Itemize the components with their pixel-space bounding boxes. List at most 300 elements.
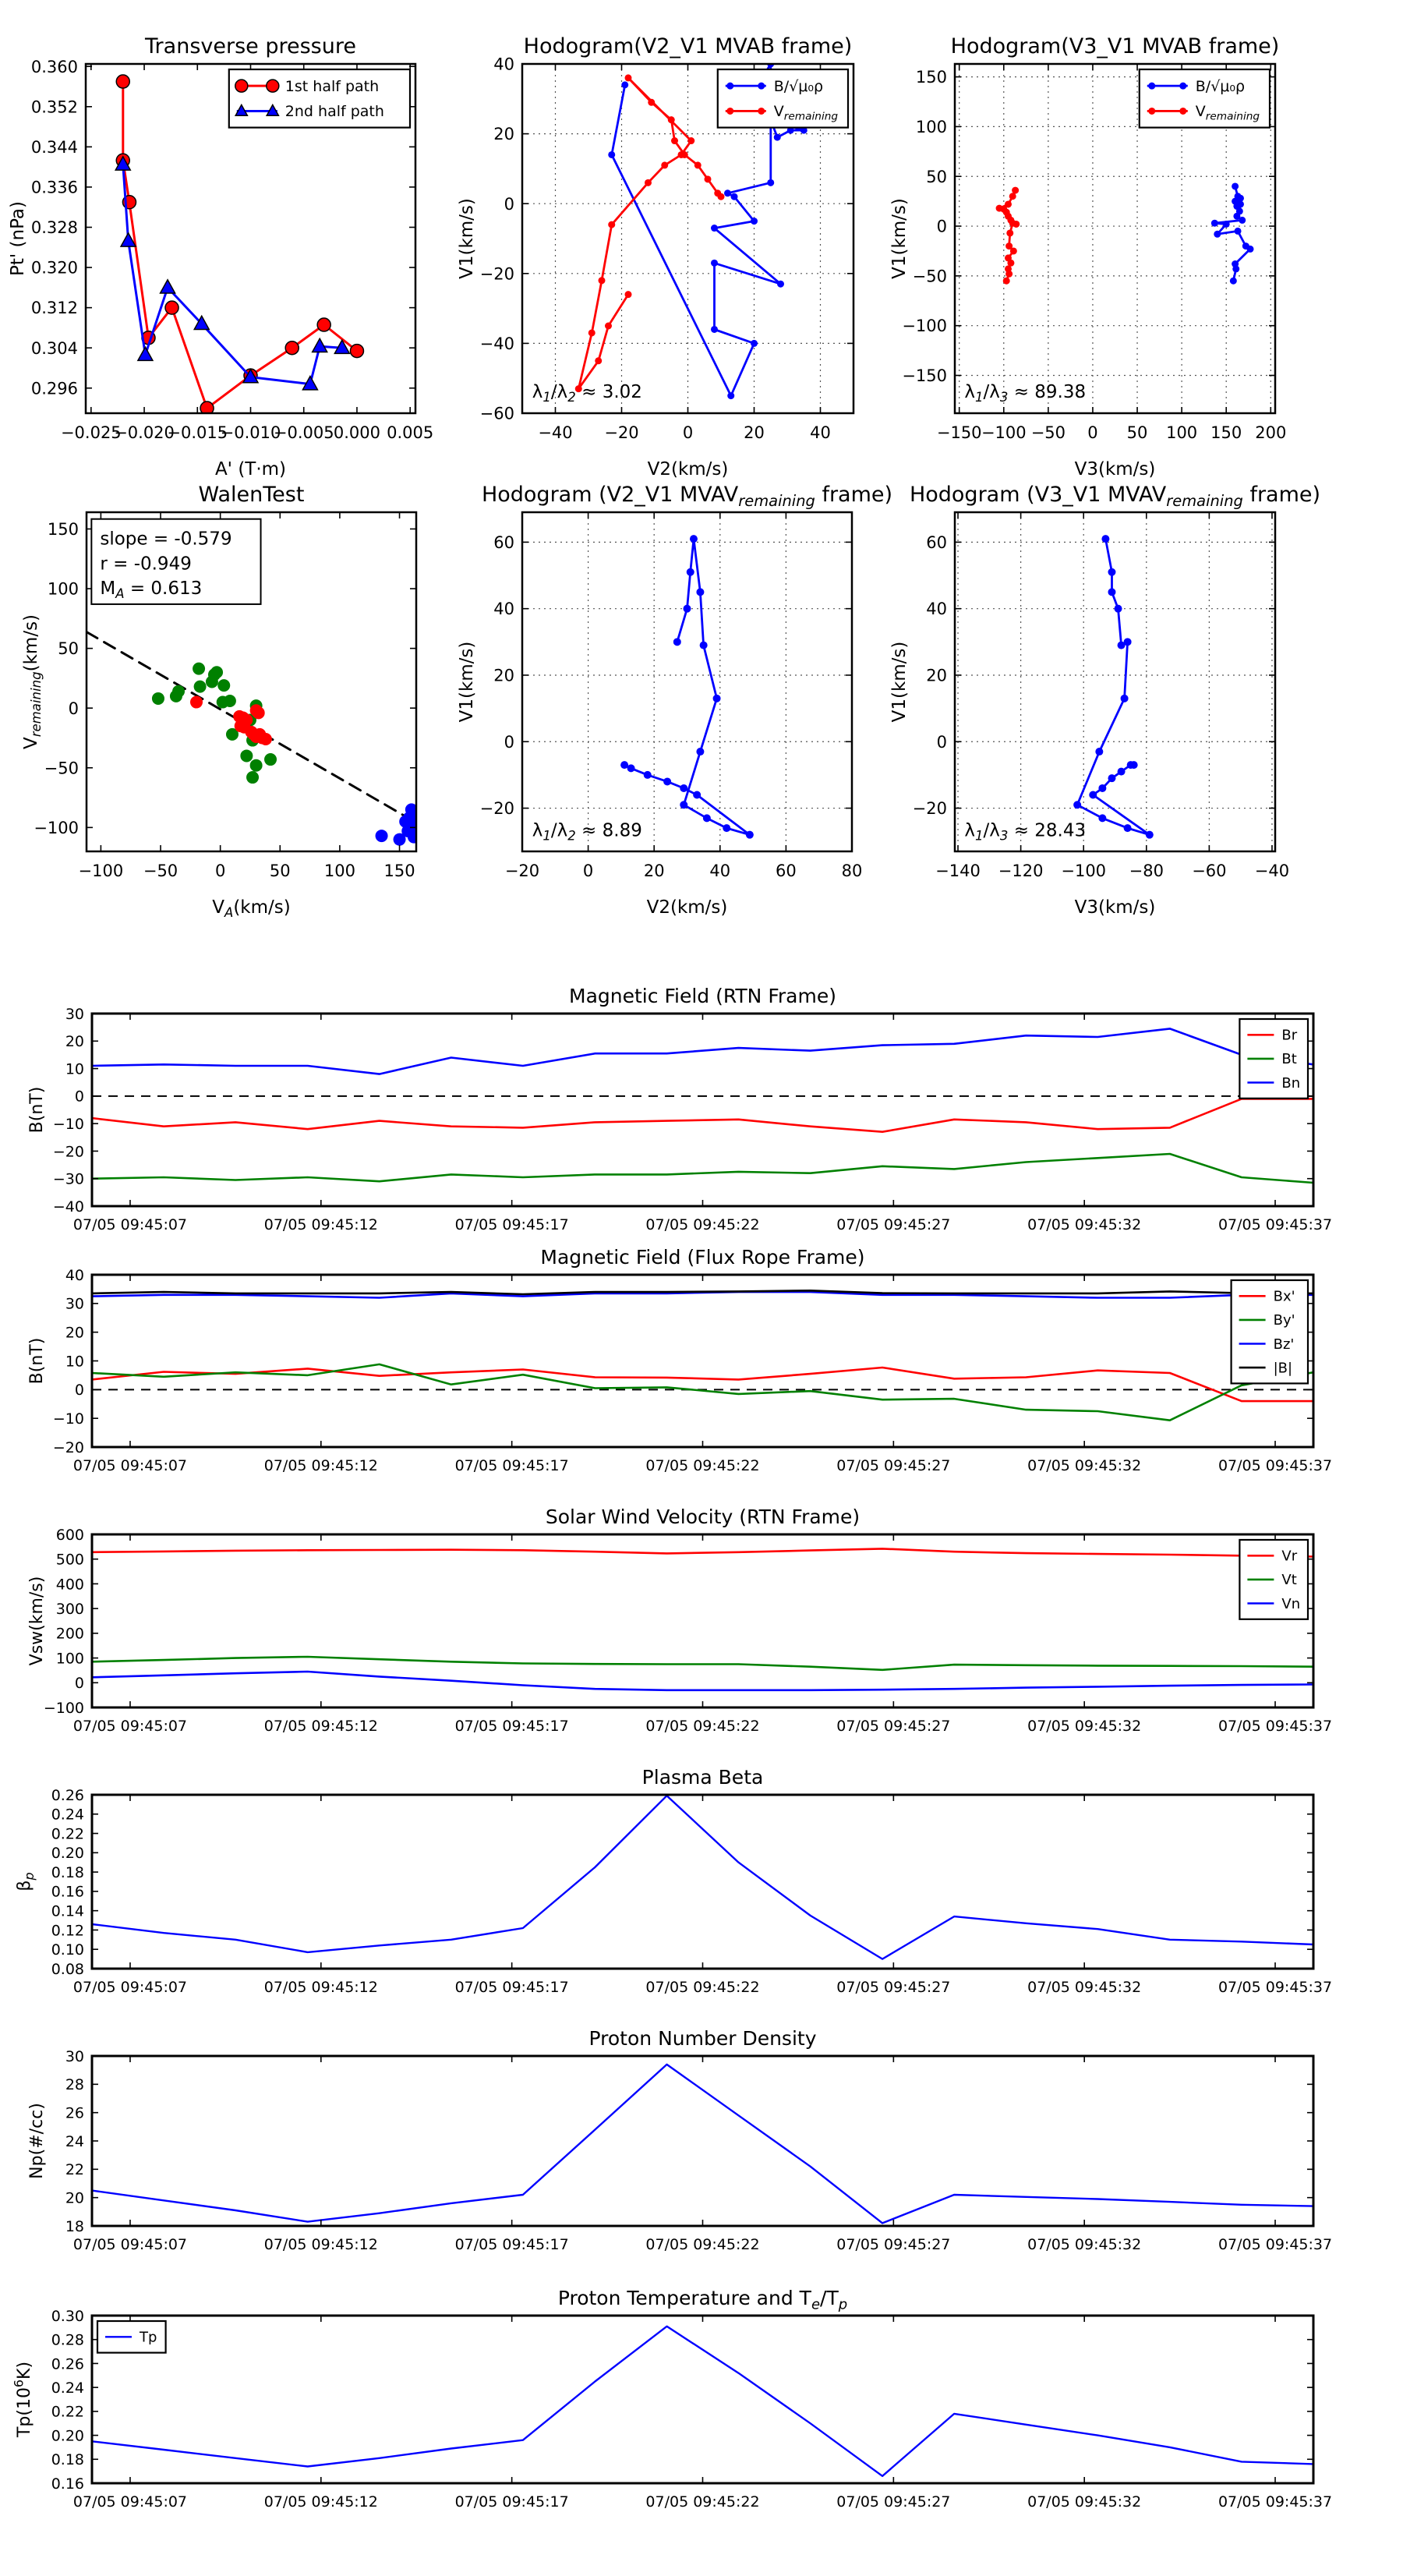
y-tick-label: 30 <box>65 1295 84 1313</box>
point-marker <box>350 345 363 358</box>
hodogram-v2v1-mvav-plot <box>457 483 892 918</box>
point-marker <box>731 193 738 200</box>
x-tick-label: −100 <box>981 423 1027 442</box>
plot-title: Proton Temperature and $T_e/T_p$ <box>557 2287 848 2313</box>
x-tick-label: 07/05 09:45:17 <box>454 1718 569 1735</box>
axes-frame <box>955 512 1275 851</box>
y-tick-label: 0.296 <box>30 379 78 398</box>
point-marker <box>1118 768 1126 776</box>
x-tick-label: 07/05 09:45:37 <box>1217 2236 1333 2253</box>
legend <box>1140 69 1270 128</box>
plot-title: Transverse pressure <box>145 34 356 58</box>
series-line <box>92 1796 1313 1959</box>
point-marker <box>758 83 765 90</box>
y-tick-label: 50 <box>926 167 947 186</box>
point-marker <box>1098 784 1106 792</box>
y-tick-label: 0.18 <box>51 2451 84 2469</box>
plot-title: Magnetic Field (RTN Frame) <box>569 985 836 1007</box>
legend-label: Tp <box>140 2329 157 2346</box>
y-tick-label: 150 <box>915 68 947 87</box>
x-tick-label: 100 <box>1166 423 1198 442</box>
y-tick-label: −100 <box>34 818 79 837</box>
x-tick-label: 07/05 09:45:32 <box>1027 1457 1142 1474</box>
legend-label: Bt <box>1281 1051 1297 1068</box>
legend-label: 2nd half path <box>284 103 384 121</box>
x-tick-label: 07/05 09:45:37 <box>1217 1718 1333 1735</box>
point-marker <box>1108 568 1115 576</box>
y-tick-label: −10 <box>52 1115 84 1133</box>
transverse-pressure-plot <box>8 34 433 479</box>
y-tick-label: 30 <box>65 2047 84 2065</box>
y-tick-label: −50 <box>44 759 79 778</box>
x-tick-label: 07/05 09:45:27 <box>836 1457 951 1474</box>
legend-label: Vn <box>1281 1595 1301 1612</box>
point-marker <box>235 80 248 92</box>
x-tick-label: 0 <box>214 862 226 880</box>
y-tick-label: 0 <box>936 732 947 752</box>
x-tick-label: 200 <box>1255 423 1287 442</box>
axes-frame <box>92 1795 1313 1969</box>
y-tick-label: 30 <box>65 1005 84 1023</box>
point-marker <box>1108 774 1115 782</box>
point-marker <box>680 801 687 809</box>
point-marker <box>680 784 687 792</box>
y-tick-label: 0.336 <box>30 178 78 197</box>
y-axis-label: Vsw(km/s) <box>27 1576 47 1666</box>
point-marker <box>1237 195 1244 202</box>
x-tick-label: 07/05 09:45:32 <box>1027 1216 1142 1233</box>
x-tick-label: −120 <box>998 862 1044 880</box>
point-marker <box>224 695 236 707</box>
y-tick-label: 0.22 <box>51 1825 84 1843</box>
y-tick-label: 0 <box>504 194 514 214</box>
point-marker <box>1009 220 1016 227</box>
point-marker <box>165 301 178 314</box>
point-marker <box>687 137 694 144</box>
point-marker <box>1108 588 1115 596</box>
point-marker <box>152 692 164 705</box>
x-tick-label: 07/05 09:45:32 <box>1027 1718 1142 1735</box>
y-tick-label: 0 <box>68 699 79 718</box>
point-marker <box>1237 200 1244 207</box>
x-tick-label: 07/05 09:45:22 <box>645 2493 760 2511</box>
x-tick-label: 20 <box>643 862 665 880</box>
stats-line: r = -0.949 <box>100 554 192 575</box>
x-tick-label: 07/05 09:45:17 <box>454 2493 569 2511</box>
y-tick-label: 60 <box>493 533 514 552</box>
series-line <box>123 165 342 384</box>
legend-label: Br <box>1281 1027 1298 1044</box>
point-marker <box>1230 278 1237 285</box>
x-tick-label: 07/05 09:45:22 <box>645 1979 760 1996</box>
legend-label: Bz' <box>1273 1336 1295 1353</box>
x-tick-label: 07/05 09:45:22 <box>645 2236 760 2253</box>
mag-flux-rope-plot <box>27 1246 1332 1474</box>
point-marker <box>661 161 668 168</box>
x-tick-label: −100 <box>78 862 124 880</box>
point-marker <box>1006 229 1013 236</box>
point-marker <box>1148 108 1155 115</box>
point-marker <box>260 733 272 745</box>
x-tick-label: 07/05 09:45:37 <box>1217 1979 1333 1996</box>
plot-area <box>522 512 852 851</box>
point-marker <box>767 179 774 186</box>
walen-test-plot <box>21 483 424 920</box>
y-tick-label: −20 <box>479 799 514 819</box>
x-tick-label: −150 <box>936 423 982 442</box>
annotation: $\lambda_1/\lambda_3 \approx 28.43$ <box>964 820 1087 844</box>
plot-area <box>92 1548 1313 1690</box>
point-marker <box>684 605 691 613</box>
legend <box>97 2321 166 2353</box>
y-tick-label: 20 <box>65 1324 84 1342</box>
x-axis-label: A' (T·m) <box>214 459 287 479</box>
series-line <box>92 1099 1313 1131</box>
y-tick-label: 0.312 <box>30 299 78 318</box>
point-marker <box>116 75 129 88</box>
point-marker <box>608 221 615 228</box>
x-tick-label: 07/05 09:45:27 <box>836 1216 951 1233</box>
x-tick-label: 07/05 09:45:32 <box>1027 2493 1142 2511</box>
x-tick-label: 07/05 09:45:17 <box>454 1457 569 1474</box>
x-tick-label: 40 <box>709 862 731 880</box>
x-tick-label: 07/05 09:45:27 <box>836 2493 951 2511</box>
point-marker <box>240 749 253 762</box>
point-marker <box>408 831 420 844</box>
point-marker <box>217 679 230 692</box>
triangle-marker <box>313 338 327 352</box>
y-tick-label: 600 <box>55 1526 84 1544</box>
y-axis-label: $Tp(10^6K)$ <box>11 2361 34 2438</box>
hodogram-v2v1-mvab-plot <box>457 34 853 479</box>
point-marker <box>687 568 694 576</box>
y-axis-label: B(nT) <box>27 1337 47 1385</box>
y-tick-label: 0.24 <box>51 2379 84 2397</box>
y-tick-label: −10 <box>52 1410 84 1428</box>
point-marker <box>1012 187 1019 194</box>
y-tick-label: −150 <box>902 366 947 386</box>
y-tick-label: 0.360 <box>30 57 78 76</box>
point-marker <box>1010 247 1017 254</box>
point-marker <box>751 218 758 225</box>
legend <box>229 69 410 128</box>
y-tick-label: 20 <box>493 125 514 144</box>
y-tick-label: 0 <box>74 1088 84 1106</box>
y-tick-label: −20 <box>52 1438 84 1456</box>
x-tick-label: −0.005 <box>273 423 334 442</box>
plot-title: WalenTest <box>198 483 305 507</box>
plot-title: Proton Number Density <box>588 2027 817 2050</box>
x-tick-label: 07/05 09:45:07 <box>72 1718 188 1735</box>
point-marker <box>694 161 702 168</box>
point-marker <box>588 329 595 336</box>
series-line <box>1077 539 1150 835</box>
x-tick-label: −40 <box>538 423 573 442</box>
y-tick-label: 20 <box>493 666 514 685</box>
x-tick-label: 50 <box>1126 423 1148 442</box>
y-tick-label: 0 <box>504 732 514 752</box>
x-tick-label: 20 <box>744 423 765 442</box>
point-marker <box>644 771 652 779</box>
y-axis-label: V1(km/s) <box>889 641 910 723</box>
y-tick-label: 28 <box>65 2076 84 2094</box>
x-tick-label: 07/05 09:45:22 <box>645 1457 760 1474</box>
y-axis-label: $V_{remaining}(km/s)$ <box>21 614 44 750</box>
y-tick-label: 0.20 <box>51 1845 84 1863</box>
point-marker <box>713 695 721 702</box>
point-marker <box>1239 217 1246 224</box>
y-tick-label: 0.20 <box>51 2427 84 2445</box>
x-tick-label: 07/05 09:45:12 <box>263 2493 378 2511</box>
y-tick-label: 24 <box>65 2132 84 2150</box>
y-axis-label: $\beta_p$ <box>15 1872 37 1891</box>
point-marker <box>705 175 712 182</box>
point-marker <box>673 638 681 646</box>
x-tick-label: 0 <box>682 423 694 442</box>
point-marker <box>711 326 718 333</box>
point-marker <box>1089 791 1097 799</box>
x-tick-label: −80 <box>1129 862 1164 880</box>
point-marker <box>1148 83 1155 90</box>
point-marker <box>1235 228 1242 235</box>
y-tick-label: 200 <box>55 1625 84 1643</box>
y-tick-label: 0.10 <box>51 1941 84 1959</box>
legend-label: B/√μ₀ρ <box>1195 77 1246 95</box>
x-tick-label: 60 <box>776 862 797 880</box>
point-marker <box>703 814 711 822</box>
plot-title: Hodogram(V3_V1 MVAB frame) <box>950 34 1280 58</box>
y-tick-label: 40 <box>926 600 947 619</box>
point-marker <box>1223 221 1230 228</box>
axes-frame <box>522 512 852 851</box>
legend-label: |B| <box>1273 1360 1293 1377</box>
x-tick-label: 07/05 09:45:37 <box>1217 1457 1333 1474</box>
plot-area <box>92 2327 1313 2476</box>
y-tick-label: 0.14 <box>51 1902 84 1920</box>
axes-frame <box>92 2316 1313 2483</box>
x-tick-label: 0.000 <box>333 423 381 442</box>
y-tick-label: 0 <box>936 217 947 236</box>
axes-frame <box>92 1275 1313 1447</box>
axes-frame <box>92 1534 1313 1707</box>
point-marker <box>727 392 734 399</box>
legend-label: Bx' <box>1273 1288 1295 1305</box>
y-tick-label: 0.304 <box>30 338 78 358</box>
point-marker <box>253 706 265 719</box>
point-marker <box>1009 193 1016 200</box>
series-line <box>92 1364 1313 1421</box>
point-marker <box>250 759 263 772</box>
point-marker <box>1073 801 1081 809</box>
point-marker <box>190 696 203 709</box>
x-tick-label: 07/05 09:45:17 <box>454 2236 569 2253</box>
x-tick-label: 07/05 09:45:12 <box>263 1979 378 1996</box>
x-tick-label: −20 <box>604 423 639 442</box>
x-tick-label: −50 <box>143 862 178 880</box>
legend <box>1239 1540 1308 1619</box>
x-tick-label: 07/05 09:45:12 <box>263 1216 378 1233</box>
x-tick-label: 07/05 09:45:17 <box>454 1216 569 1233</box>
plot-title: Hodogram (V2_V1 $MVAV_{remaining}$ frame) <box>481 483 893 510</box>
triangle-marker <box>161 280 175 293</box>
point-marker <box>1179 108 1186 115</box>
y-tick-label: −100 <box>902 317 947 336</box>
annotation: $\lambda_1/\lambda_2 \approx 8.89$ <box>532 820 642 844</box>
point-marker <box>1098 814 1106 822</box>
y-axis-label: V1(km/s) <box>889 198 910 279</box>
x-tick-label: 150 <box>383 862 415 880</box>
plot-title: Hodogram(V2_V1 MVAB frame) <box>523 34 853 58</box>
x-tick-label: 07/05 09:45:27 <box>836 1979 951 1996</box>
point-marker <box>317 318 330 331</box>
point-marker <box>668 116 675 123</box>
x-tick-label: 07/05 09:45:37 <box>1217 1216 1333 1233</box>
x-tick-label: 07/05 09:45:37 <box>1217 2493 1333 2511</box>
x-tick-label: 07/05 09:45:22 <box>645 1718 760 1735</box>
point-marker <box>690 535 698 543</box>
plot-area <box>92 2065 1313 2224</box>
x-tick-label: 07/05 09:45:32 <box>1027 2236 1142 2253</box>
point-marker <box>1005 271 1012 278</box>
y-tick-label: 40 <box>493 55 514 74</box>
y-tick-label: 0.320 <box>30 258 78 278</box>
x-tick-label: −50 <box>1030 423 1066 442</box>
y-tick-label: 40 <box>493 600 514 619</box>
y-tick-label: 0.26 <box>51 1786 84 1804</box>
x-tick-label: −20 <box>504 862 540 880</box>
point-marker <box>172 685 185 698</box>
y-tick-label: 0.18 <box>51 1863 84 1881</box>
y-tick-label: 20 <box>926 666 947 685</box>
x-tick-label: −0.025 <box>60 423 122 442</box>
y-tick-label: 0.28 <box>51 2331 84 2349</box>
series-line <box>92 1672 1313 1690</box>
series-line <box>92 1368 1313 1401</box>
y-tick-label: −40 <box>479 334 514 353</box>
y-tick-label: 300 <box>55 1600 84 1618</box>
point-marker <box>678 151 685 158</box>
x-tick-label: 07/05 09:45:27 <box>836 2236 951 2253</box>
x-tick-label: −40 <box>1254 862 1290 880</box>
y-tick-label: 0.16 <box>51 2475 84 2493</box>
plot-title: Plasma Beta <box>641 1766 764 1789</box>
point-marker <box>777 281 784 288</box>
y-tick-label: 0.22 <box>51 2403 84 2421</box>
y-tick-label: 100 <box>915 117 947 136</box>
legend <box>1239 1019 1308 1099</box>
point-marker <box>1003 278 1010 285</box>
y-tick-label: −20 <box>479 264 514 284</box>
y-tick-label: 22 <box>65 2161 84 2179</box>
plot-area <box>92 1796 1313 1959</box>
y-tick-label: 40 <box>65 1266 84 1284</box>
point-marker <box>620 761 628 769</box>
axes-frame <box>92 1014 1313 1206</box>
point-marker <box>1232 182 1239 189</box>
plot-title: Solar Wind Velocity (RTN Frame) <box>545 1506 861 1528</box>
point-marker <box>693 791 701 799</box>
y-tick-label: 0.08 <box>51 1960 84 1978</box>
point-marker <box>285 341 299 355</box>
point-marker <box>711 225 718 232</box>
x-tick-label: 07/05 09:45:07 <box>72 2493 188 2511</box>
point-marker <box>1124 638 1132 646</box>
plot-area <box>955 512 1275 851</box>
plot-title: Hodogram (V3_V1 $MVAV_{remaining}$ frame) <box>909 483 1321 510</box>
point-marker <box>1007 260 1014 267</box>
y-tick-label: −20 <box>912 799 947 819</box>
x-tick-label: 07/05 09:45:12 <box>263 2236 378 2253</box>
y-tick-label: 0.12 <box>51 1922 84 1940</box>
point-marker <box>1232 265 1239 272</box>
legend-label: Vr <box>1281 1548 1298 1565</box>
point-marker <box>663 777 671 785</box>
point-marker <box>627 764 635 772</box>
x-tick-label: −140 <box>935 862 981 880</box>
plot-area <box>87 632 424 846</box>
proton-number-density-plot <box>27 2027 1332 2253</box>
y-tick-label: −40 <box>52 1198 84 1215</box>
x-tick-label: 0 <box>1087 423 1098 442</box>
y-tick-label: 0.16 <box>51 1883 84 1901</box>
x-tick-label: −100 <box>1061 862 1107 880</box>
y-tick-label: 500 <box>55 1551 84 1569</box>
point-marker <box>376 830 388 842</box>
x-tick-label: 50 <box>269 862 291 880</box>
point-marker <box>210 666 223 678</box>
y-tick-label: −30 <box>52 1170 84 1188</box>
x-tick-label: 07/05 09:45:17 <box>454 1979 569 1996</box>
point-marker <box>605 323 612 330</box>
annotation: $\lambda_1/\lambda_2 \approx 3.02$ <box>532 381 642 405</box>
x-tick-label: −0.020 <box>114 423 175 442</box>
point-marker <box>774 134 781 141</box>
series-line <box>92 1548 1313 1556</box>
y-tick-label: 18 <box>65 2217 84 2235</box>
y-tick-label: 0.30 <box>51 2307 84 2325</box>
y-axis-label: Pt' (nPa) <box>8 201 28 276</box>
triangle-marker <box>138 347 153 360</box>
point-marker <box>1247 246 1254 253</box>
point-marker <box>758 108 765 115</box>
point-marker <box>264 753 277 766</box>
point-marker <box>1130 761 1138 769</box>
legend-label: 1st half path <box>284 77 380 95</box>
point-marker <box>1095 748 1103 755</box>
x-tick-label: 07/05 09:45:27 <box>836 1718 951 1735</box>
x-tick-label: 0 <box>582 862 594 880</box>
y-tick-label: −60 <box>479 404 514 423</box>
x-tick-label: 07/05 09:45:12 <box>263 1718 378 1735</box>
point-marker <box>696 748 704 755</box>
legend-label: Bn <box>1281 1074 1301 1092</box>
series-line <box>624 539 750 835</box>
series-line <box>92 2327 1313 2476</box>
x-tick-label: 40 <box>810 423 831 442</box>
hodogram-v3v1-mvav-plot <box>889 483 1320 918</box>
y-tick-label: 0 <box>74 1382 84 1399</box>
y-tick-label: 60 <box>926 533 947 552</box>
series-line <box>92 1154 1313 1183</box>
plasma-beta-plot <box>15 1766 1332 1996</box>
point-marker <box>714 189 721 196</box>
point-marker <box>625 291 632 298</box>
point-marker <box>696 588 704 596</box>
y-tick-label: −100 <box>43 1699 84 1717</box>
point-marker <box>595 357 602 364</box>
point-marker <box>724 189 731 196</box>
y-tick-label: 100 <box>47 579 79 599</box>
